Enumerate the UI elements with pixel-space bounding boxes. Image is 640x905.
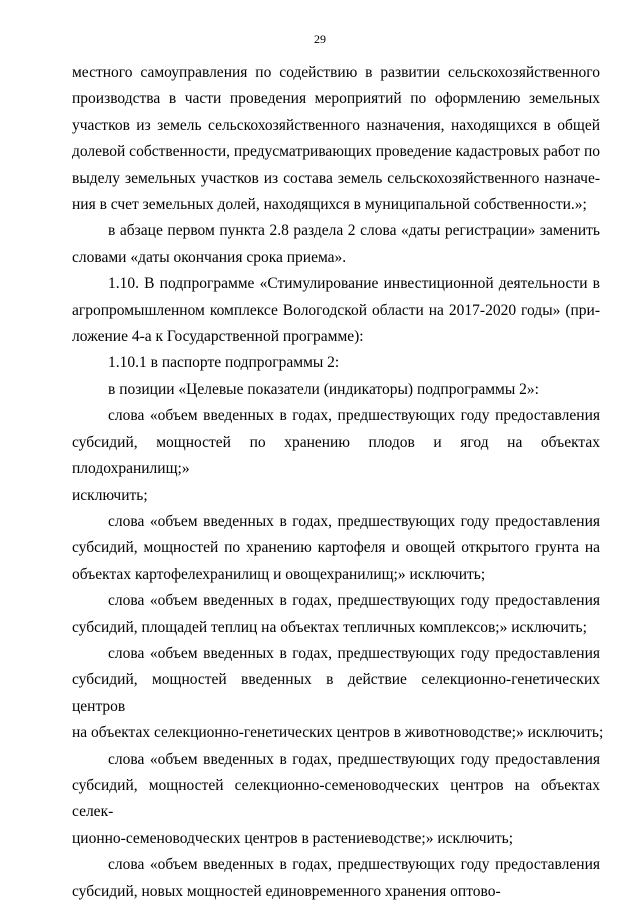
paragraph <box>72 641 604 747</box>
text-line: субсидий, площадей теплиц на объектах тепличных комплексов;» исключить; <box>72 618 587 636</box>
text-line: 1.10.1 в паспорте подпрограммы 2: <box>108 354 340 372</box>
text-line: ционно-семеноводческих центров в растениеводстве;» исключить; <box>72 829 514 847</box>
text-line: на объектах селекционно-генетических центров в животноводстве;» исключить; <box>72 724 604 742</box>
paragraph <box>72 218 600 271</box>
paragraph <box>72 588 600 641</box>
document-body <box>72 60 604 905</box>
text-line: слова «объем введенных в годах, предшествующих году предоставления <box>108 644 600 662</box>
page-number: 29 <box>314 32 326 46</box>
text-line: в позиции «Целевые показатели (индикаторы) подпрограммы 2»: <box>108 380 539 398</box>
paragraph <box>72 403 600 509</box>
paragraph <box>72 271 600 350</box>
text-line: исключить; <box>72 486 148 504</box>
text-line: местного самоуправления по содействию в развитии сельскохозяйственного <box>72 64 600 81</box>
paragraph <box>72 60 600 218</box>
text-line: объектах картофелехранилищ и овощехранилищ;» исключить; <box>72 565 486 583</box>
text-line: слова «объем введенных в годах, предшествующих году предоставления <box>108 750 600 768</box>
text-line: субсидий, новых мощностей единовременного хранения оптово- <box>72 882 501 900</box>
text-line: субсидий, мощностей по хранению плодов и ягод на объектах плодохранилищ;» <box>72 433 600 478</box>
text-line: слова «объем введенных в годах, предшествующих году предоставления <box>108 856 600 874</box>
paragraph <box>72 377 600 403</box>
text-line: субсидий, мощностей введенных в действие селекционно-генетических центров <box>72 671 600 715</box>
text-line: ложение 4-а к Государственной программе): <box>72 328 364 346</box>
text-line: слова «объем введенных в годах, предшествующих году предоставления <box>108 512 600 530</box>
paragraph <box>72 350 600 376</box>
paragraph <box>72 852 600 905</box>
paragraph <box>72 747 600 853</box>
text-line: ния в счет земельных долей, находящихся в муниципальной собственности.»; <box>72 196 587 214</box>
paragraph <box>72 509 600 588</box>
text-line: участков из земель сельскохозяйственного назначения, находящихся в общей <box>72 116 600 134</box>
text-line: 1.10. В подпрограмме «Стимулирование инвестиционной деятельности в <box>108 275 600 293</box>
text-line: словами «даты окончания срока приема». <box>72 248 347 266</box>
text-line: производства в части проведения мероприятий по оформлению земельных <box>72 90 600 108</box>
text-line: субсидий, мощностей по хранению картофеля и овощей открытого грунта на <box>72 539 600 557</box>
text-line: слова «объем введенных в годах, предшествующих году предоставления <box>108 407 600 425</box>
text-line: слова «объем введенных в годах, предшествующих году предоставления <box>108 592 600 610</box>
text-line: субсидий, мощностей селекционно-семеноводческих центров на объектах селек- <box>72 776 600 821</box>
text-line: выделу земельных участков из состава земель сельскохозяйственного назначе- <box>72 169 600 187</box>
text-line: долевой собственности, предусматривающих проведение кадастровых работ по <box>72 143 600 161</box>
text-line: агропромышленном комплексе Вологодской области на 2017-2020 годы» (при- <box>72 301 600 319</box>
text-line: в абзаце первом пункта 2.8 раздела 2 слова «даты регистрации» заменить <box>108 222 600 240</box>
